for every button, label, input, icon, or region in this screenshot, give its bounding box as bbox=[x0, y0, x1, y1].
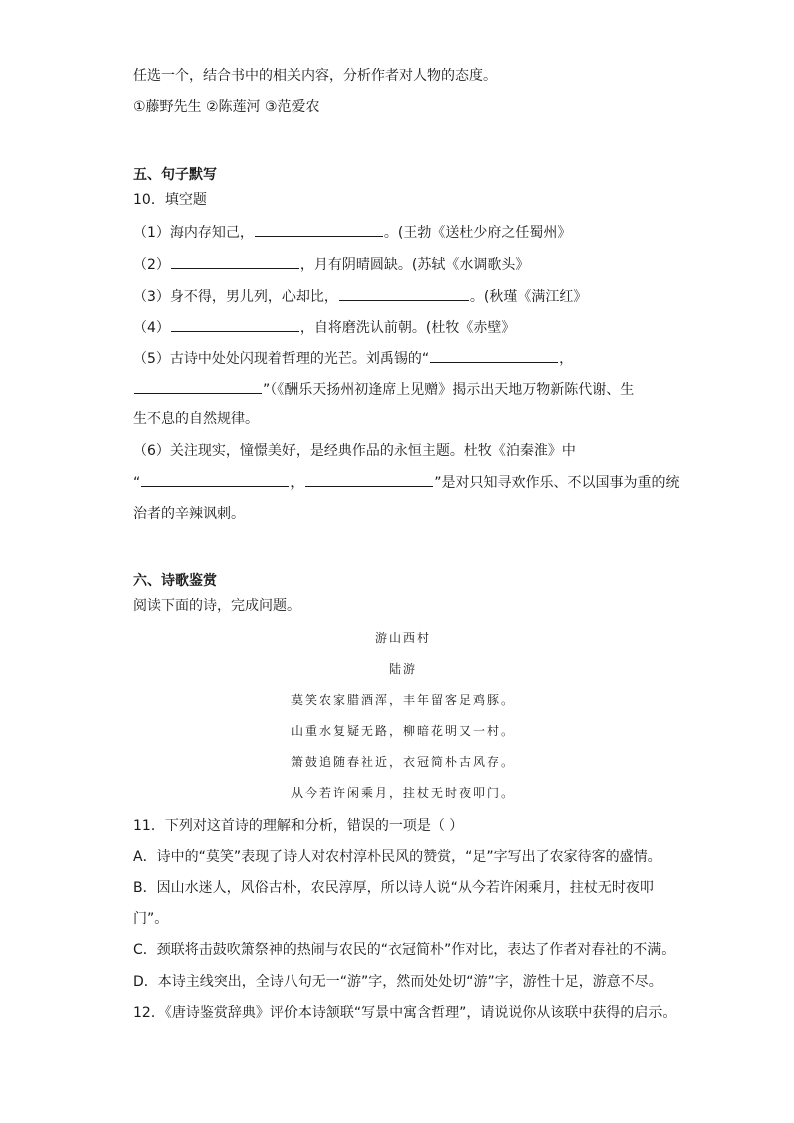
q10-item-5-line3: 生不息的自然规律。 bbox=[133, 411, 259, 427]
answer-blank[interactable] bbox=[171, 317, 299, 332]
answer-blank[interactable] bbox=[134, 379, 262, 394]
q11-option-b[interactable]: B．因山水迷人，风俗古朴，农民淳厚，所以诗人说“从今若许闲乘月，拄杖无时夜叩 bbox=[133, 880, 654, 896]
item2-pre: （2） bbox=[133, 257, 170, 273]
q10-item-6-line1: （6）关注现实，憧憬美好，是经典作品的永恒主题。杜牧《泊秦淮》中 bbox=[133, 443, 576, 459]
item6-post: ”是对只知寻欢作乐、不以国事为重的统 bbox=[434, 475, 680, 491]
item5-mid: ， bbox=[559, 351, 574, 367]
poem-line: 箫鼓追随春社近，衣冠简朴古风存。 bbox=[290, 755, 515, 769]
q10-item-3 bbox=[133, 286, 673, 307]
poem-title: 游山西村 bbox=[374, 631, 431, 645]
item3-post: 。(秋瑾《满江红》 bbox=[469, 289, 588, 305]
q10-item-5-line2 bbox=[133, 379, 673, 400]
item5-pre: （5）古诗中处处闪现着哲理的光芒。刘禹锡的“ bbox=[133, 351, 430, 367]
section5-heading: 五、句子默写 bbox=[133, 167, 217, 183]
q9-prompt: 任选一个，结合书中的相关内容，分析作者对人物的态度。 bbox=[133, 68, 497, 84]
section6-instruction: 阅读下面的诗，完成问题。 bbox=[133, 598, 301, 614]
poem-line: 莫笑农家腊酒浑，丰年留客足鸡豚。 bbox=[290, 693, 515, 707]
q11-option-c[interactable]: C．颈联将击鼓吹箫祭神的热闹与农民的“衣冠简朴”作对比，表达了作者对春社的不满。 bbox=[133, 942, 676, 958]
answer-blank[interactable] bbox=[141, 472, 289, 487]
q11-option-b-cont: 门”。 bbox=[133, 911, 169, 927]
q10-item-5-line1 bbox=[133, 348, 673, 369]
item1-pre: （1）海内存知己， bbox=[133, 225, 254, 241]
answer-blank[interactable] bbox=[305, 472, 433, 487]
section6-heading: 六、诗歌鉴赏 bbox=[133, 573, 217, 589]
item6-open: “ bbox=[133, 475, 141, 491]
answer-blank[interactable] bbox=[171, 254, 299, 269]
answer-blank[interactable] bbox=[430, 348, 558, 363]
poem-line: 山重水复疑无路，柳暗花明又一村。 bbox=[290, 724, 515, 738]
poem-line: 从今若许闲乘月，拄杖无时夜叩门。 bbox=[290, 786, 515, 800]
q10-item-6-line2 bbox=[133, 472, 680, 493]
item3-pre: （3）身不得，男儿列，心却比， bbox=[133, 289, 338, 305]
q10-item-6-line3: 治者的辛辣讽刺。 bbox=[133, 506, 245, 522]
q10-item-2 bbox=[133, 254, 673, 275]
item6-mid: ， bbox=[290, 475, 305, 491]
item2-post: ，月有阴晴圆缺。(苏轼《水调歌头》 bbox=[299, 257, 530, 273]
item5-post: ”（《酬乐天扬州初逢席上见赠》揭示出天地万物新陈代谢、生 bbox=[263, 382, 635, 398]
answer-blank[interactable] bbox=[255, 222, 383, 237]
q10-item-4 bbox=[133, 317, 673, 338]
q11-option-a[interactable]: A．诗中的“莫笑”表现了诗人对农村淳朴民风的赞赏，“足”字写出了农家待客的盛情。 bbox=[133, 849, 662, 865]
answer-blank[interactable] bbox=[339, 286, 469, 301]
q9-options: ①藤野先生 ②陈莲河 ③范爱农 bbox=[133, 99, 320, 115]
item4-post: ，自将磨洗认前朝。(杜牧《赤壁》 bbox=[299, 320, 516, 336]
poem-author: 陆游 bbox=[388, 662, 417, 676]
q11-option-d[interactable]: D．本诗主线突出，全诗八句无一“游”字，然而处处切“游”字，游性十足，游意不尽。 bbox=[133, 974, 663, 990]
item1-post: 。(王勃《送杜少府之任蜀州》 bbox=[383, 225, 572, 241]
item4-pre: （4） bbox=[133, 320, 170, 336]
q11-stem: 11．下列对这首诗的理解和分析，错误的一项是（ ） bbox=[133, 818, 464, 834]
q12-prompt: 12．《唐诗鉴赏辞典》评价本诗颔联“写景中寓含哲理”，请说说你从该联中获得的启示。 bbox=[133, 1005, 677, 1021]
q10-item-1 bbox=[133, 222, 673, 243]
q10-title: 10．填空题 bbox=[133, 192, 207, 208]
